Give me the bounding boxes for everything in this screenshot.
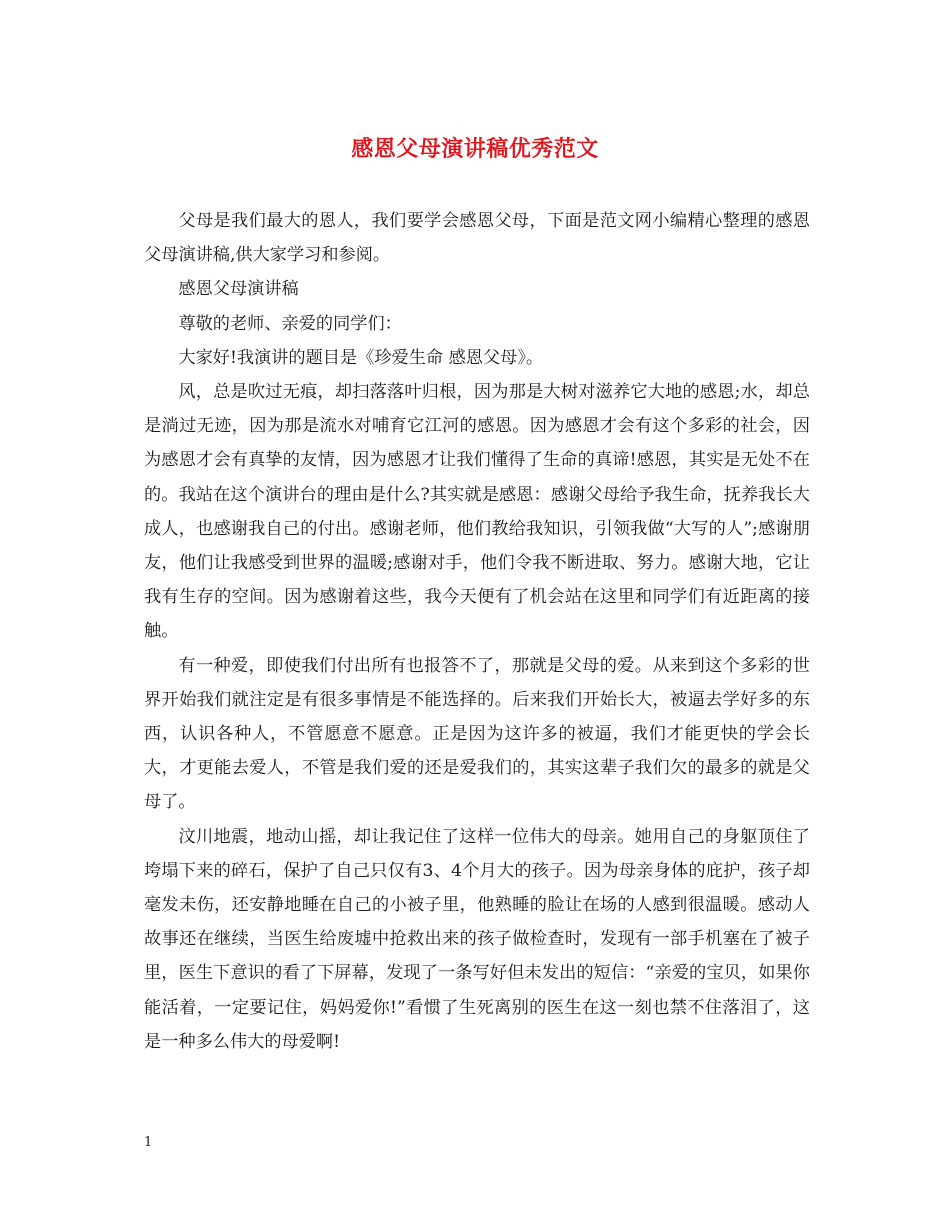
- paragraph-greeting: 大家好!我演讲的题目是《珍爱生命 感恩父母》。: [178, 347, 544, 368]
- paragraph-intro: 父母是我们最大的恩人，我们要学会感恩父母，下面是范文网小编精心整理的感恩父母演讲稿,供大家学习和参阅。: [144, 211, 810, 266]
- document-body: [144, 204, 810, 1059]
- document-title: 感恩父母演讲稿优秀范文: [351, 136, 599, 162]
- paragraph-parents-love: 有一种爱，即使我们付出所有也报答不了，那就是父母的爱。从来到这个多彩的世界开始我们就注定是有很多事情是不能选择的。后来我们开始长大，被逼去学好多的东西，认识各种人，不管愿意不愿意。正是因为这许多的被逼，我们才能更快的学会长大，才更能去爱人，不管是我们爱的还是爱我们的，其实这辈子我们欠的最多的就是父母了。: [144, 655, 810, 813]
- paragraph-salutation: 尊敬的老师、亲爱的同学们：: [178, 313, 402, 334]
- paragraph-subheading: 感恩父母演讲稿: [178, 279, 299, 300]
- paragraph-wenchuan-story: 汶川地震，地动山摇，却让我记住了这样一位伟大的母亲。她用自己的身躯顶住了垮塌下来的碎石，保护了自己只仅有3、4个月大的孩子。因为母亲身体的庇护，孩子却毫发未伤，还安静地睡在自己的小被子里，他熟睡的脸让在场的人感到很温暖。感动人故事还在继续，当医生给废墟中抢救出来的孩子做检查时，发现有一部手机塞在了被子里，医生下意识的看了下屏幕，发现了一条写好但未发出的短信：“亲爱的宝贝，如果你能活着，一定要记住，妈妈爱你!”看惯了生死离别的医生在这一刻也禁不住落泪了，这是一种多么伟大的母爱啊!: [144, 826, 810, 1052]
- page-number: 1: [144, 1135, 153, 1150]
- paragraph-gratitude: 风，总是吹过无痕，却扫落落叶归根，因为那是大树对滋养它大地的感恩;水，却总是淌过无迹，因为那是流水对哺育它江河的感恩。因为感恩才会有这个多彩的社会，因为感恩才会有真挚的友情，因为感恩才让我们懂得了生命的真谛!感恩，其实是无处不在的。我站在这个演讲台的理由是什么?其实就是感恩：感谢父母给予我生命，抚养我长大成人，也感谢我自己的付出。感谢老师，他们教给我知识，引领我做“大写的人”;感谢朋友，他们让我感受到世界的温暖;感谢对手，他们令我不断进取、努力。感谢大地，它让我有生存的空间。因为感谢着这些，我今天便有了机会站在这里和同学们有近距离的接触。: [144, 382, 810, 642]
